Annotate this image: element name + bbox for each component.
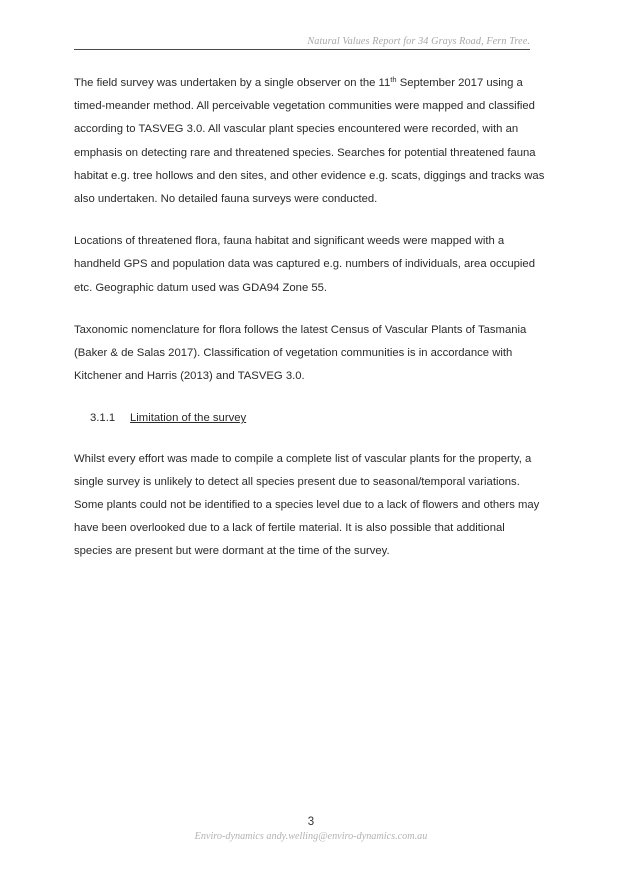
- text-line: Kitchener and Harris (2013) and TASVEG 3.0.: [74, 370, 305, 383]
- page-number: 3: [307, 816, 315, 828]
- text-line: according to TASVEG 3.0. All vascular plant species encountered were recorded, with an: [74, 123, 519, 136]
- text-line: Taxonomic nomenclature for flora follows the latest Census of Vascular Plants of Tasmania: [74, 323, 527, 336]
- text-line: handheld GPS and population data was captured e.g. numbers of individuals, area occupied: [74, 258, 535, 271]
- text-line: also undertaken. No detailed fauna surveys were conducted.: [74, 193, 378, 206]
- text-line: timed-meander method. All perceivable vegetation communities were mapped and classified: [74, 100, 535, 113]
- running-header: Natural Values Report for 34 Grays Road, Fern Tree.: [307, 36, 530, 47]
- section-heading: [74, 407, 550, 430]
- text-line: emphasis on detecting rare and threatened species. Searches for potential threatened fauna: [74, 146, 536, 159]
- text-line: Locations of threatened flora, fauna habitat and significant weeds were mapped with a: [74, 235, 505, 248]
- text-line: (Baker & de Salas 2017). Classification of vegetation communities is in accordance with: [74, 347, 513, 360]
- text-line: Some plants could not be identified to a species level due to a lack of flowers and others may: [74, 499, 540, 512]
- paragraph-nomenclature: [74, 319, 550, 389]
- text-line: Whilst every effort was made to compile a complete list of vascular plants for the property, a: [74, 452, 532, 465]
- footer-contact: Enviro-dynamics andy.welling@enviro-dynamics.com.au: [194, 831, 428, 842]
- text-line: etc. Geographic datum used was GDA94 Zone 55.: [74, 281, 328, 294]
- paragraph-field-survey: [74, 72, 550, 211]
- text-line: species are present but were dormant at the time of the survey.: [74, 545, 390, 558]
- text-line: have been overlooked due to a lack of fertile material. It is also possible that additional: [74, 522, 505, 535]
- section-title: Limitation of the survey: [130, 412, 247, 425]
- header-divider: [74, 49, 530, 50]
- ordinal-superscript: th: [390, 75, 397, 84]
- text-line: habitat e.g. tree hollows and den sites, and other evidence e.g. scats, diggings and tracks was: [74, 169, 545, 182]
- text-line: The field survey was undertaken by a single observer on the 11th September 2017 using a: [74, 75, 523, 89]
- text-line: single survey is unlikely to detect all species present due to seasonal/temporal variations.: [74, 475, 520, 488]
- section-number: 3.1.1: [90, 412, 116, 425]
- body-content: [74, 72, 550, 583]
- paragraph-mapping: [74, 230, 550, 300]
- paragraph-limitations: [74, 448, 550, 564]
